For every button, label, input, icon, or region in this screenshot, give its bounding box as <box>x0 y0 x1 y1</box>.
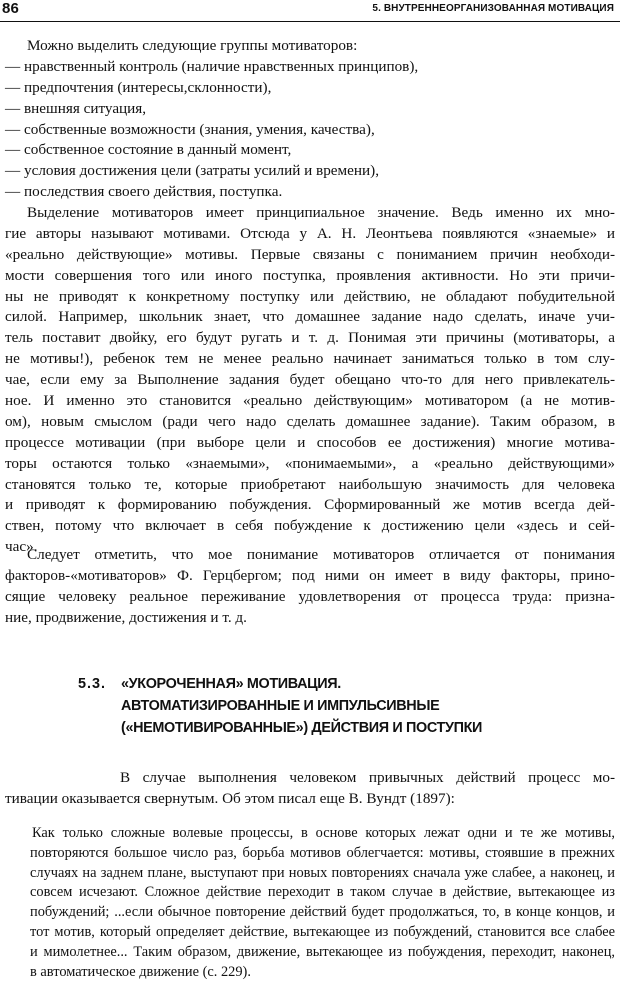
section-number: 5.3. <box>78 676 107 692</box>
paragraph-line: ние, продвижение, достижения и т. д. <box>5 608 247 626</box>
quote-line: случаях на заднем плане, выступают при новых повторениях сначала уже слабее, а наконец, и <box>30 864 615 881</box>
quote-line: и мимолетнее... Таким образом, движение, вытекающее из побуждения, переходит, наконец, <box>30 943 615 960</box>
block-quote <box>30 824 615 982</box>
paragraph-line: ствен, потому что включает в себя побуждение к достижению цели «здесь и сей- <box>5 517 615 535</box>
list-item: — внешняя ситуация, <box>5 99 147 117</box>
paragraph-line: ом), новым смыслом (ради чего надо сделать домашнее задание). Таким образом, в <box>5 412 615 430</box>
paragraph-line: чае, если ему за Выполнение задания будет обещано что-то для него привлекатель- <box>5 371 615 389</box>
list-item: — условия достижения цели (затраты усилий и времени), <box>5 162 380 180</box>
page-header <box>0 0 620 22</box>
paragraph-herzberg <box>5 545 615 629</box>
list-item: — собственное состояние в данный момент, <box>5 141 292 159</box>
list-item: — предпочтения (интересы,склонности), <box>5 78 272 96</box>
quote-line: побуждений; ...если обычное повторение действий будет продолжаться, то, в конце концов, и <box>30 904 615 921</box>
paragraph-line: Выделение мотиваторов имеет принципиальное значение. Ведь именно их мно- <box>27 204 615 221</box>
paragraph-line: «реально действующие» мотивы. Первые связаны с пониманием причин необходи- <box>5 245 615 263</box>
paragraph-line: час». <box>5 538 38 556</box>
list-item: — нравственный контроль (наличие нравственных принципов), <box>5 57 419 75</box>
running-head: 5. ВНУТРЕННЕОРГАНИЗОВАННАЯ МОТИВАЦИЯ <box>372 3 614 14</box>
section-title-line: АВТОМАТИЗИРОВАННЫЕ И ИМПУЛЬСИВНЫЕ <box>121 698 440 714</box>
paragraph-line: процессе мотивации (при выборе цели и способов ее достижения) многие мотива- <box>5 433 615 451</box>
section-paragraph <box>5 768 615 810</box>
paragraph-line: становятся только те, которые приобретают наибольшую значимость для человека <box>5 475 615 493</box>
quote-line: повторяются большое число раз, борьба мотивов облегчается: мотивы, стоявшие в прежних <box>30 844 615 861</box>
paragraph-line: сящие человеку реальное переживание удовлетворения от процесса труда: призна- <box>5 587 615 605</box>
paragraph-line: силой. Например, школьник знает, что домашнее задание надо сделать, иначе учи- <box>5 308 615 326</box>
list-item: — собственные возможности (знания, умения, качества), <box>5 120 375 138</box>
motivator-groups <box>5 36 615 203</box>
quote-line: тот мотив, который определяет действие, вытекающее из побуждений, становится все слабее <box>30 923 615 940</box>
section-title-line: («НЕМОТИВИРОВАННЫЕ») ДЕЙСТВИЯ И ПОСТУПКИ <box>121 720 482 736</box>
intro-line: Можно выделить следующие группы мотиваторов: <box>27 37 358 54</box>
paragraph-motivators <box>5 203 615 558</box>
paragraph-line: ное. И именно это становится «реально действующим» мотиватором (а не мотив- <box>5 392 615 410</box>
paragraph-line: Следует отметить, что мое понимание мотиваторов отличается от понимания <box>27 546 615 563</box>
header-rule <box>0 21 620 22</box>
paragraph-line: факторов-«мотиваторов» Ф. Герцбергом; под ними он имеет в виду факторы, прино- <box>5 566 615 584</box>
paragraph-line: торы остаются только «знаемыми», «понимаемыми», а «реально действующими» <box>5 454 615 472</box>
quote-line: совсем исчезают. Сложное действие переходит в таком случае в действие, вытекающее из <box>30 884 615 901</box>
paragraph-line: В случае выполнения человеком привычных действий процесс мо- <box>120 769 615 786</box>
paragraph-line: ны не приводят к конкретному поступку или действию, не обладают побудительной <box>5 287 615 305</box>
paragraph-line: и приводят к формированию побуждения. Сформированный же мотив всегда дей- <box>5 496 615 514</box>
paragraph-line: тивации оказывается свернутым. Об этом писал еще В. Вундт (1897): <box>5 789 455 807</box>
paragraph-line: не мотивы!), ребенок тем не менее реально начинает заниматься только в том слу- <box>5 350 615 368</box>
paragraph-line: мости совершения того или иного поступка, проявления активности. Но эти причи- <box>5 266 615 284</box>
section-title-line: «УКОРОЧЕННАЯ» МОТИВАЦИЯ. <box>121 676 341 692</box>
list-item: — последствия своего действия, поступка. <box>5 183 283 201</box>
section-heading <box>78 673 558 739</box>
page-number: 86 <box>2 0 20 17</box>
paragraph-line: гие авторы называют мотивами. Отсюда у А. Н. Леонтьева появляются «знаемые» и <box>5 224 615 242</box>
quote-line: Как только сложные волевые процессы, в основе которых лежат одни и те же мотивы, <box>32 825 615 841</box>
quote-line: в автоматическое движение (с. 229). <box>30 963 251 980</box>
paragraph-line: тель поставит двойку, его будут ругать и т. д. Понимая эти причины (мотиваторы, а <box>5 329 615 347</box>
